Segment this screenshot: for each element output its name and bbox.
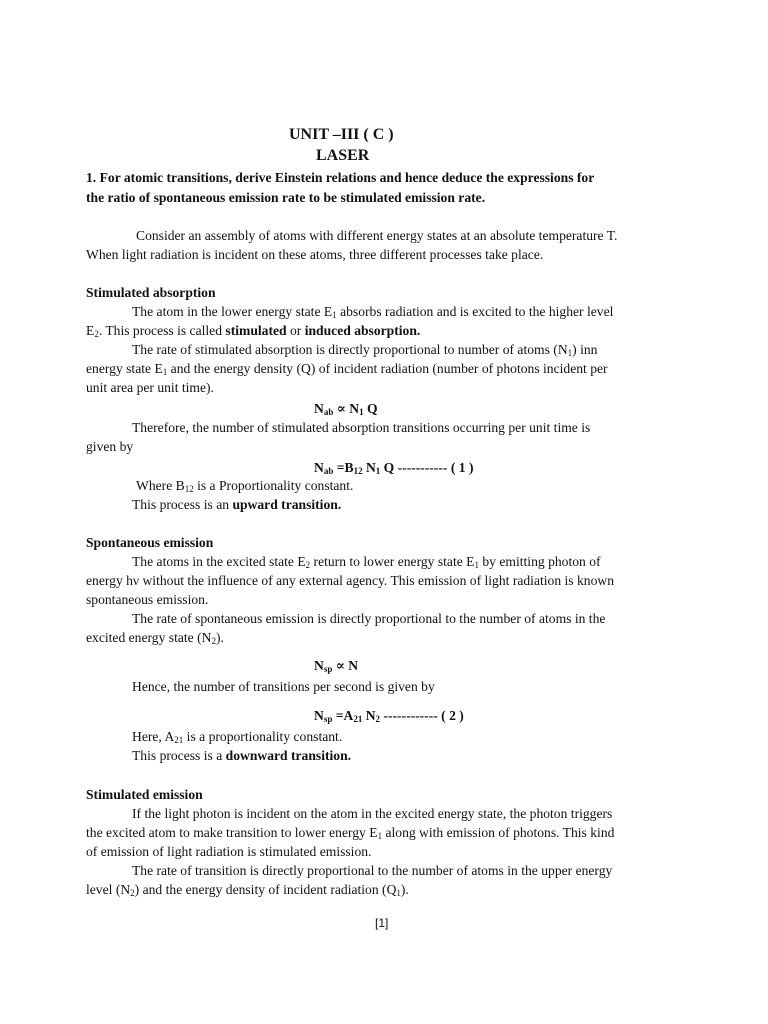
spontaneous-p2-line-2: excited energy state $(N_2)$. <box>86 630 224 646</box>
absorption-equation-1: $N_{ab} =B_{12}$ $N_1$ Q ----------- ( 1 ) <box>314 460 474 476</box>
absorption-p3-line-1: Therefore, the number of stimulated absorption transitions occurring per unit time is <box>132 420 591 435</box>
spontaneous-downward-line: This process is a downward transition. <box>132 748 352 763</box>
stimulated-p2-line-2: level $(N_2)$ and the energy density of incident radiation $(Q_1)$. <box>86 882 409 898</box>
absorption-p3-line-2: given by <box>86 439 134 454</box>
intro-line-1: Consider an assembly of atoms with different energy states at an absolute temperature T. <box>136 228 618 243</box>
absorption-equation-proportional: $N_{ab} \propto N_1$ Q <box>314 401 378 417</box>
spontaneous-p1-line-1: The atoms in the excited state $E_2$ return to lower energy state $E_1$ by emitting photon of <box>132 554 601 570</box>
absorption-p2-line-2: energy state $E_1$ and the energy density (Q) of incident radiation (number of photons incident per <box>86 361 608 377</box>
stimulated-p2-line-1: The rate of transition is directly proportional to the number of atoms in the upper energy <box>132 863 613 878</box>
unit-title: UNIT –III ( C ) <box>289 126 394 143</box>
absorption-p1-line-2: $E_2$. This process is called stimulated or induced absorption. <box>86 323 421 339</box>
spontaneous-p2-line-1: The rate of spontaneous emission is directly proportional to the number of atoms in the <box>132 611 606 626</box>
stimulated-heading: Stimulated emission <box>86 787 203 802</box>
spontaneous-here-line: Here, $A_{21}$ is a proportionality constant. <box>132 729 343 745</box>
spontaneous-equation-proportional: $N_{sp} \propto N$ <box>314 658 359 674</box>
absorption-p1-line-1: The atom in the lower energy state $E_1$ absorbs radiation and is excited to the higher level <box>132 304 614 320</box>
page-number: [1] <box>375 916 389 930</box>
spontaneous-hence-line: Hence, the number of transitions per second is given by <box>132 679 435 694</box>
absorption-heading: Stimulated absorption <box>86 285 216 300</box>
absorption-p2-line-1: The rate of stimulated absorption is directly proportional to number of atoms $(N_1)$ inn <box>132 342 598 358</box>
intro-line-2: When light radiation is incident on these atoms, three different processes take place. <box>86 247 544 262</box>
spontaneous-p1-line-3: spontaneous emission. <box>86 592 209 607</box>
spontaneous-p1-line-2: energy hν without the influence of any external agency. This emission of light radiation is known <box>86 573 614 588</box>
absorption-p2-line-3: unit area per unit time). <box>86 380 214 395</box>
question-line-2: the ratio of spontaneous emission rate to be stimulated emission rate. <box>86 190 486 205</box>
absorption-upward-line: This process is an upward transition. <box>132 497 342 512</box>
question-line-1: 1. For atomic transitions, derive Einstein relations and hence deduce the expressions for <box>86 170 595 185</box>
topic-title: LASER <box>316 147 370 164</box>
stimulated-p1-line-1: If the light photon is incident on the atom in the excited energy state, the photon triggers <box>132 806 613 821</box>
stimulated-p1-line-3: of emission of light radiation is stimulated emission. <box>86 844 372 859</box>
spontaneous-heading: Spontaneous emission <box>86 535 214 550</box>
spontaneous-equation-2: $N_{sp} =A_{21}$ $N_2$ ------------ ( 2 ) <box>314 708 464 724</box>
stimulated-p1-line-2: the excited atom to make transition to lower energy $E_1$ along with emission of photons. This kind <box>86 825 615 841</box>
absorption-where-line: Where $B_{12}$ is a Proportionality constant. <box>136 478 354 494</box>
